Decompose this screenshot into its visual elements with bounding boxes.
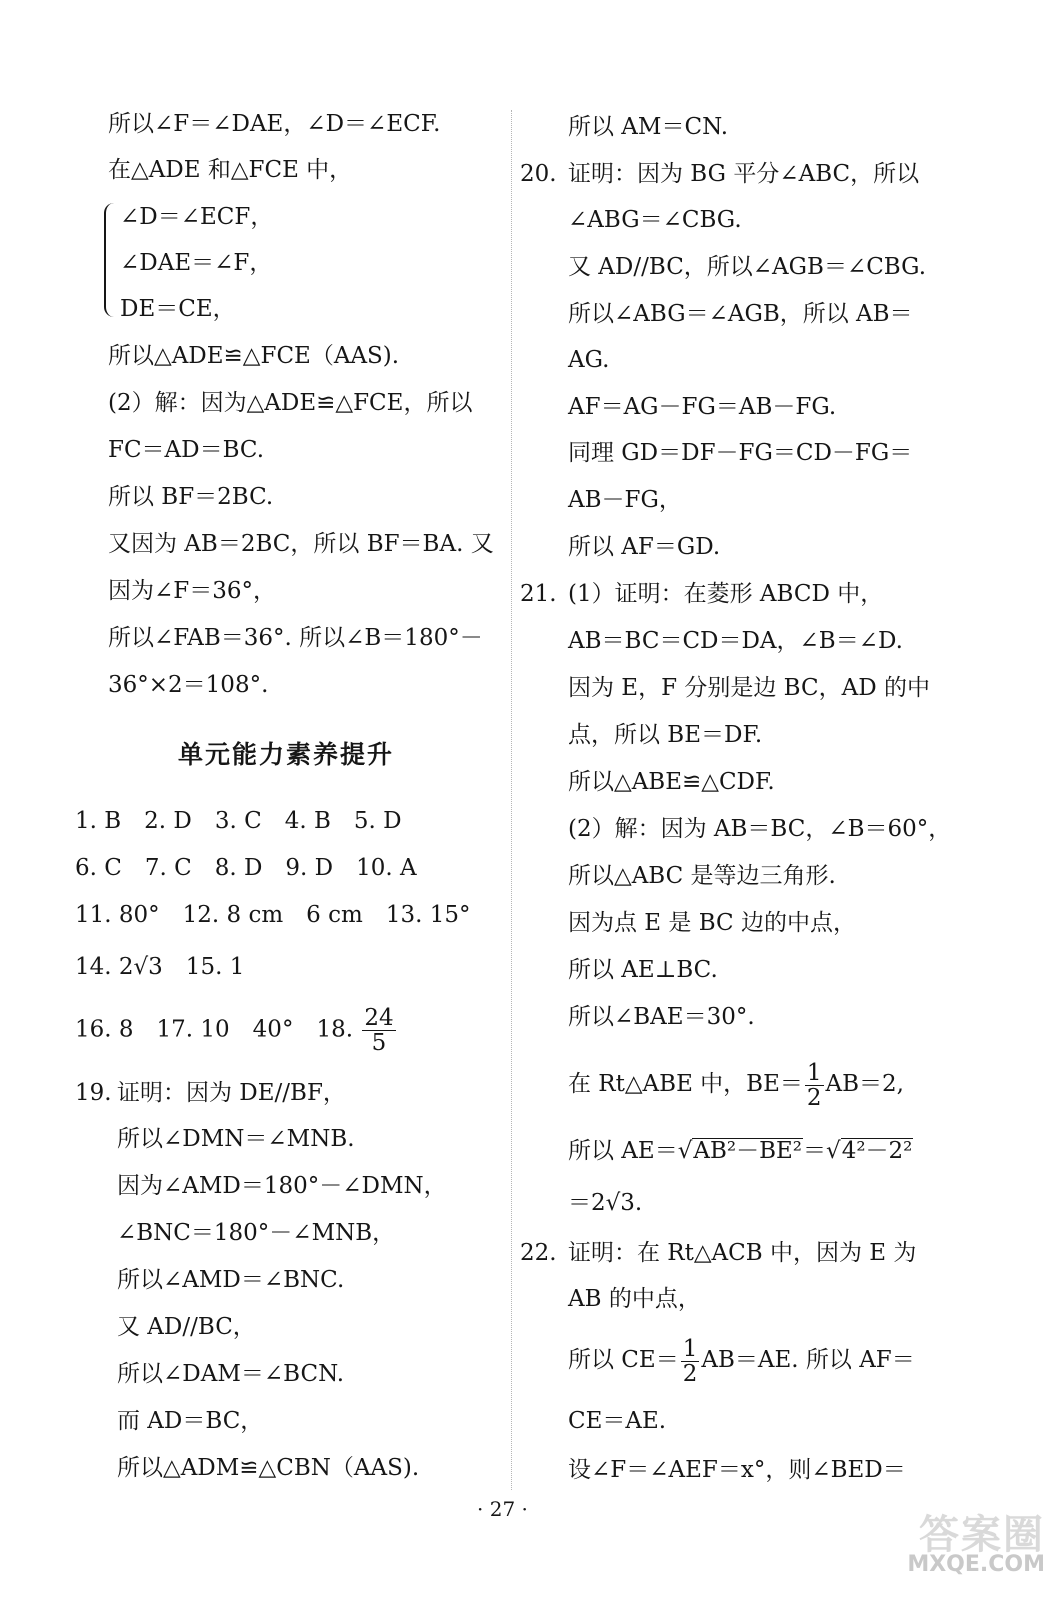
text-line: 36°×2＝108°.	[108, 672, 269, 698]
column-divider	[511, 110, 512, 1490]
fraction-numerator: 24	[364, 1005, 394, 1031]
text-line: 因为点 E 是 BC 边的中点，	[568, 910, 856, 936]
formula-text: 所以 AE＝	[568, 1138, 678, 1164]
fraction	[362, 1006, 395, 1055]
text-line: (2）解：因为 AB＝BC，∠B＝60°，	[568, 816, 952, 842]
text-line: 而 AD＝BC，	[117, 1408, 264, 1434]
question-number: 20.	[520, 161, 557, 187]
text-line: FC＝AD＝BC.	[108, 437, 265, 463]
sqrt-radicand: 4²－2²	[841, 1138, 913, 1164]
text-line: 因为∠AMD＝180°－∠DMN，	[117, 1173, 447, 1199]
section-heading: 单元能力素养提升	[178, 740, 395, 769]
page-number: · 27 ·	[477, 1497, 528, 1521]
fraction	[805, 1061, 824, 1110]
formula-text: AB＝AE. 所以 AF＝	[701, 1347, 915, 1373]
text-line: 证明：因为 DE//BF，	[117, 1080, 346, 1106]
formula-line	[568, 1336, 915, 1386]
text-line: AB 的中点，	[568, 1286, 701, 1312]
text-line: 在△ADE 和△FCE 中，	[108, 157, 353, 183]
text-line: 所以△ADM≌△CBN（AAS).	[117, 1455, 420, 1481]
answer-line: 14. 2√3 15. 1	[75, 954, 245, 980]
question-number: 21.	[520, 581, 557, 607]
text-line: (2）解：因为△ADE≌△FCE，所以	[108, 390, 473, 416]
text-line: 所以∠AMD＝∠BNC.	[117, 1267, 345, 1293]
sqrt-radicand: AB²－BE²	[693, 1138, 803, 1164]
formula-line: 所以 AE＝√AB²－BE²＝√4²－2²	[568, 1138, 913, 1164]
text-line: AG.	[568, 347, 610, 373]
fraction-denominator: 2	[682, 1360, 698, 1387]
system-line: ∠DAE＝∠F，	[120, 250, 273, 276]
system-line: ∠D＝∠ECF，	[120, 204, 274, 230]
watermark-logo-text: 答案圈	[919, 1512, 1045, 1558]
formula-text: ＝	[803, 1138, 827, 1164]
text-line: 点，所以 BE＝DF.	[568, 722, 763, 748]
answer-line: 11. 80° 12. 8 cm 6 cm 13. 15°	[75, 902, 471, 928]
text-line: ∠ABG＝∠CBG.	[568, 207, 742, 233]
text-line: 所以 AM＝CN.	[568, 114, 729, 140]
text-line: 证明：在 Rt△ACB 中，因为 E 为	[568, 1240, 917, 1266]
text-line: 设∠F＝∠AEF＝x°，则∠BED＝	[568, 1457, 906, 1483]
text-line: 所以∠F＝∠DAE，∠D＝∠ECF.	[108, 111, 441, 137]
text-line: 所以 AF＝GD.	[568, 534, 721, 560]
formula-text: AB＝2,	[825, 1071, 904, 1097]
answer-line: 1. B 2. D 3. C 4. B 5. D	[75, 808, 402, 834]
formula-text: 所以 CE＝	[568, 1347, 679, 1373]
text-line: 所以∠ABG＝∠AGB，所以 AB＝	[568, 301, 913, 327]
text-line: 所以 AE⊥BC.	[568, 957, 718, 983]
text-line: 同理 GD＝DF－FG＝CD－FG＝	[568, 440, 913, 466]
fraction-numerator: 1	[806, 1059, 822, 1086]
text-line: AF＝AG－FG＝AB－FG.	[568, 394, 837, 420]
text-line: 所以△ABC 是等边三角形.	[568, 863, 836, 889]
text-line: AB－FG，	[568, 487, 682, 513]
fraction	[681, 1337, 700, 1386]
text-line: 所以 BF＝2BC.	[108, 484, 274, 510]
formula-text: 在 Rt△ABE 中，BE＝	[568, 1071, 803, 1097]
text-line: 所以∠DMN＝∠MNB.	[117, 1126, 355, 1152]
fraction-denominator: 5	[371, 1030, 387, 1056]
text-line: ＝2√3.	[568, 1190, 643, 1216]
watermark-url: MXQE.COM	[907, 1552, 1045, 1577]
answer-line: 6. C 7. C 8. D 9. D 10. A	[75, 855, 417, 881]
text-line: 又 AD//BC，所以∠AGB＝∠CBG.	[568, 254, 927, 280]
system-brace	[104, 203, 116, 317]
text-line: CE＝AE.	[568, 1408, 667, 1434]
watermark-logo	[907, 1512, 1045, 1580]
text-line: AB＝BC＝CD＝DA，∠B＝∠D.	[568, 628, 903, 654]
answer-text: 16. 8 17. 10 40° 18.	[75, 1016, 354, 1043]
text-line: 又 AD//BC，	[117, 1314, 256, 1340]
text-line: 证明：因为 BG 平分∠ABC，所以	[568, 161, 920, 187]
text-line: ∠BNC＝180°－∠MNB，	[117, 1220, 396, 1246]
text-line: 所以△ABE≌△CDF.	[568, 769, 775, 795]
text-line: 因为 E，F 分别是边 BC，AD 的中	[568, 675, 930, 701]
text-line: 所以△ADE≌△FCE（AAS).	[108, 343, 400, 369]
system-line: DE＝CE，	[120, 296, 236, 322]
answer-line-16-18	[75, 1006, 398, 1055]
text-line: (1）证明：在菱形 ABCD 中，	[568, 581, 884, 607]
fraction-numerator: 1	[682, 1335, 698, 1362]
question-number: 19.	[75, 1080, 112, 1106]
question-number: 22.	[520, 1240, 557, 1266]
text-line: 所以∠BAE＝30°.	[568, 1004, 755, 1030]
text-line: 所以∠FAB＝36°. 所以∠B＝180°－	[108, 625, 483, 651]
text-line: 又因为 AB＝2BC，所以 BF＝BA. 又	[108, 531, 494, 557]
text-line: 因为∠F＝36°，	[108, 578, 276, 604]
fraction-denominator: 2	[806, 1084, 822, 1111]
formula-line	[568, 1060, 904, 1110]
text-line: 所以∠DAM＝∠BCN.	[117, 1361, 345, 1387]
